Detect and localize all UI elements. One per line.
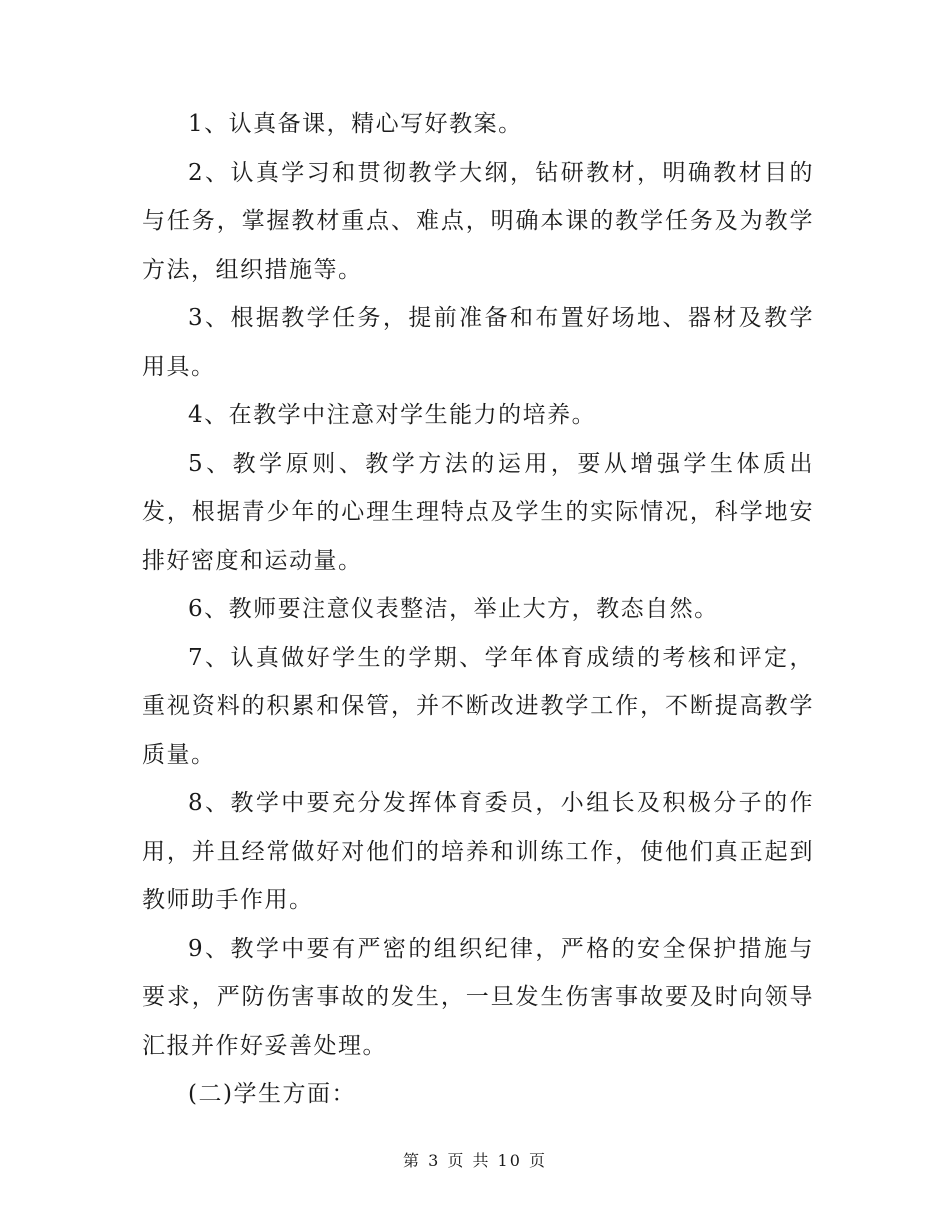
paragraph-7: 7、认真做好学生的学期、学年体育成绩的考核和评定，重视资料的积累和保管，并不断改进教学工作，不断提高教学质量。 bbox=[142, 644, 814, 768]
paragraph-2: 2、认真学习和贯彻教学大纲，钻研教材，明确教材目的与任务，掌握教材重点、难点，明确本课的教学任务及为教学方法，组织措施等。 bbox=[142, 159, 814, 283]
section-heading-students: (二)学生方面： bbox=[188, 1081, 356, 1107]
paragraph-6: 6、教师要注意仪表整洁，举止大方，教态自然。 bbox=[188, 596, 719, 622]
paragraph-1: 1、认真备课，精心写好教案。 bbox=[188, 111, 523, 137]
paragraph-3: 3、根据教学任务，提前准备和布置好场地、器材及教学用具。 bbox=[142, 305, 814, 380]
page-footer: 第 3 页 共 10 页 bbox=[403, 1151, 547, 1170]
body-text bbox=[142, 100, 814, 1119]
paragraph-8: 8、教学中要充分发挥体育委员，小组长及积极分子的作用，并且经常做好对他们的培养和训练工作，使他们真正起到教师助手作用。 bbox=[142, 790, 814, 913]
paragraph-4: 4、在教学中注意对学生能力的培养。 bbox=[188, 402, 597, 428]
paragraph-9: 9、教学中要有严密的组织纪律，严格的安全保护措施与要求，严防伤害事故的发生，一旦发生伤害事故要及时向领导汇报并作好妥善处理。 bbox=[142, 935, 814, 1059]
paragraph-5: 5、教学原则、教学方法的运用，要从增强学生体质出发，根据青少年的心理生理特点及学生的实际情况，科学地安排好密度和运动量。 bbox=[142, 450, 814, 574]
